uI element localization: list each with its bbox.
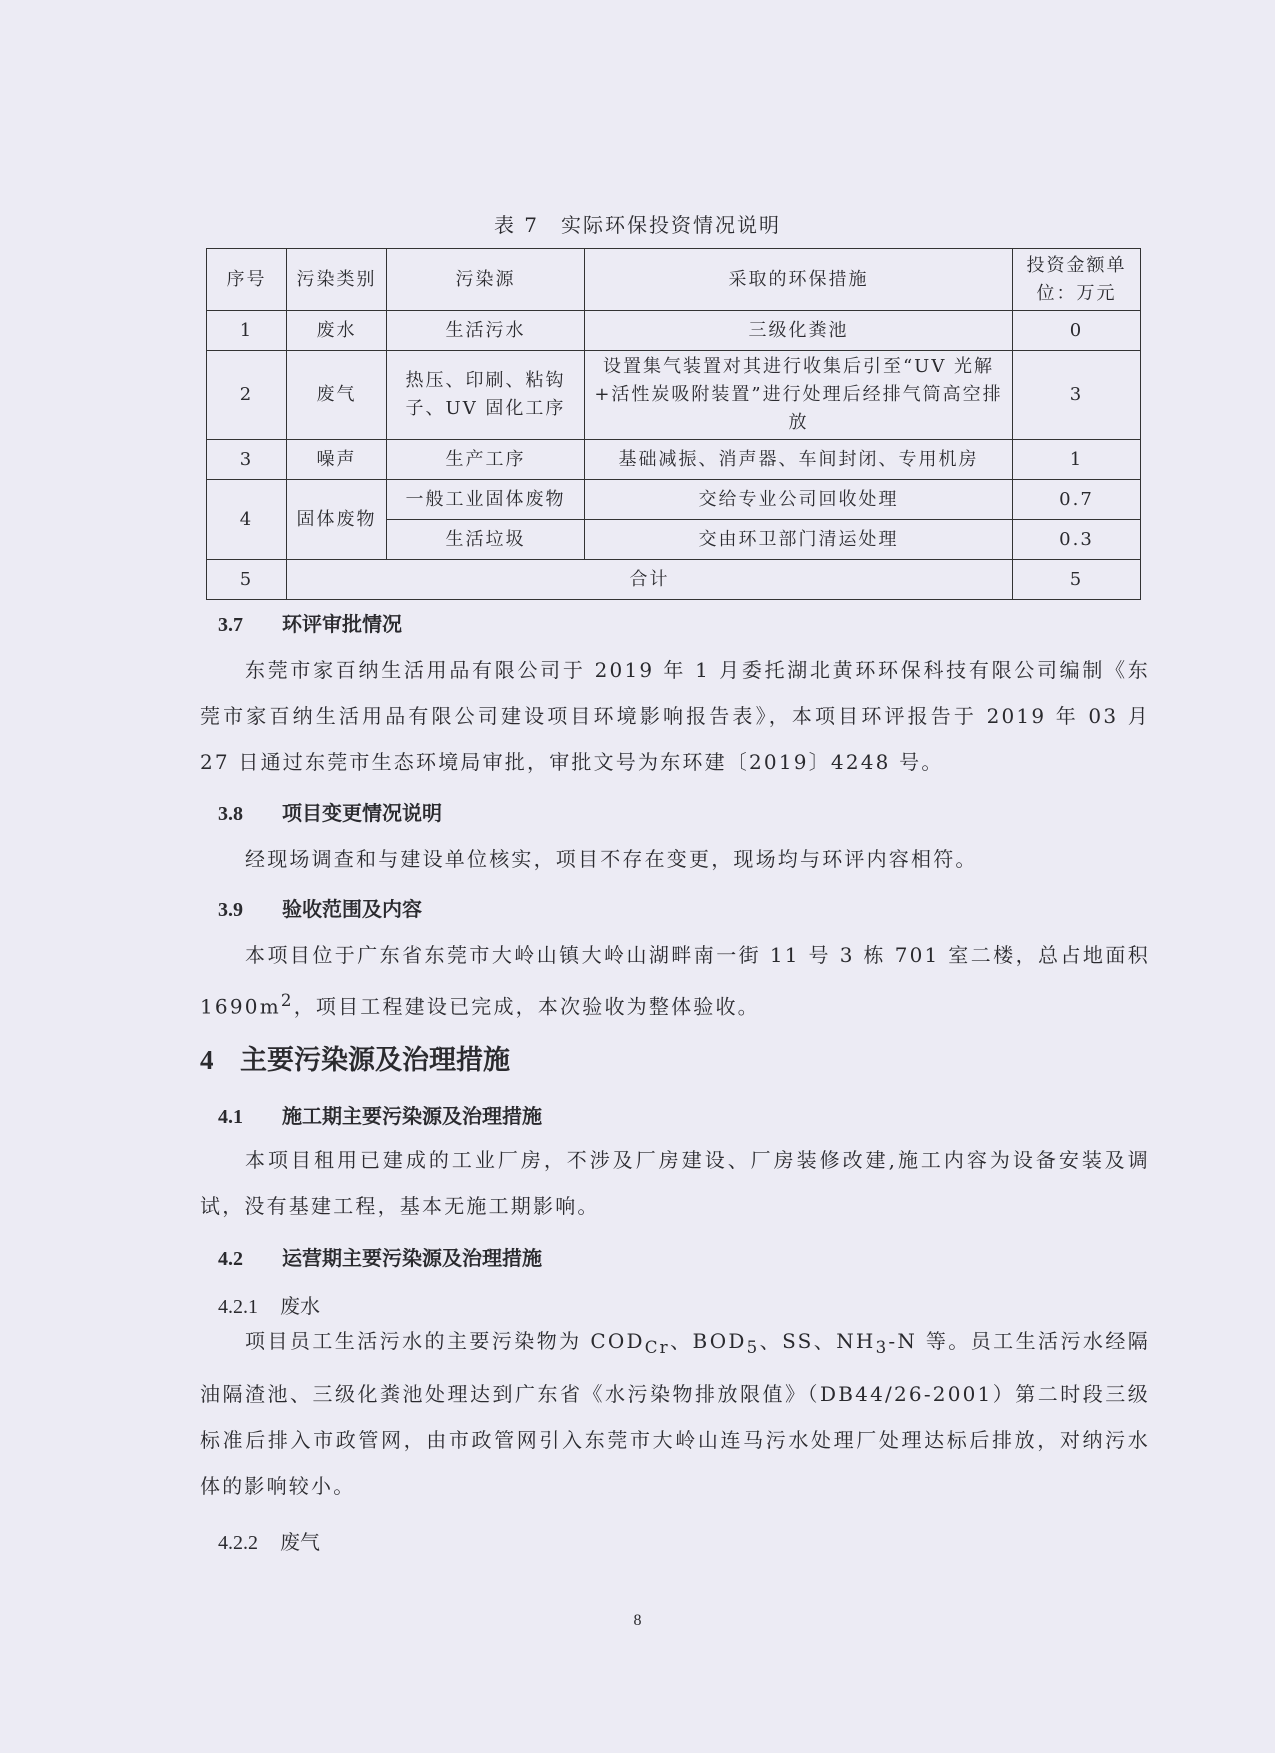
cell-type: 噪声: [287, 440, 387, 480]
section-heading-4-2: [218, 1242, 542, 1271]
table-header-row: [207, 249, 1141, 311]
chapter-number: 4: [200, 1045, 214, 1075]
cell-no: 3: [207, 440, 287, 480]
paragraph-text: ，项目工程建设已完成，本次验收为整体验收。: [293, 994, 760, 1019]
section-heading-3-8: [218, 797, 442, 826]
section-title: 施工期主要污染源及治理措施: [282, 1104, 542, 1128]
cell-amount: 0.7: [1013, 480, 1141, 520]
paragraph-3-7: 东莞市家百纳生活用品有限公司于 2019 年 1 月委托湖北黄环环保科技有限公司编制《东莞市家百纳生活用品有限公司建设项目环境影响报告表》，本项目环评报告于 2019 年 03 月 27 日通过东莞市生态环境局审批，审批文号为东环建〔2019〕4248 号。: [200, 658, 1150, 774]
cell-amount: 0.3: [1013, 520, 1141, 560]
cell-source: 生活垃圾: [387, 520, 585, 560]
cell-no: 2: [207, 351, 287, 440]
subscript: 5: [746, 1338, 760, 1357]
section-heading-3-9: [218, 893, 422, 922]
paragraph-4-2-1: [200, 1318, 1150, 1509]
cell-amount: 1: [1013, 440, 1141, 480]
section-title: 环评审批情况: [282, 612, 402, 636]
section-number: 3.9: [218, 899, 243, 921]
cell-measure: 交由环卫部门清运处理: [585, 520, 1013, 560]
subsection-heading-4-2-2: [218, 1526, 320, 1555]
subsection-number: 4.2.2: [218, 1532, 258, 1554]
paragraph-text: 本项目位于广东省东莞市大岭山镇大岭山湖畔南一街 11 号 3 栋 701 室二楼，总占地面积 1690m: [200, 943, 1150, 1019]
cell-measure: 设置集气装置对其进行收集后引至“UV 光解+活性炭吸附装置”进行处理后经排气筒高空排放: [585, 351, 1013, 440]
page-number: 8: [633, 1612, 642, 1629]
cell-amount: 0: [1013, 311, 1141, 351]
table-total-row: [207, 560, 1141, 600]
cell-measure: 交给专业公司回收处理: [585, 480, 1013, 520]
header-cell: 采取的环保措施: [585, 249, 1013, 311]
header-cell: 投资金额单位：万元: [1013, 249, 1141, 311]
cell-measure: 基础减振、消声器、车间封闭、专用机房: [585, 440, 1013, 480]
table-row: [207, 480, 1141, 520]
subsection-number: 4.2.1: [218, 1296, 258, 1318]
cell-no: 4: [207, 480, 287, 560]
section-heading-4-1: [218, 1100, 542, 1129]
superscript: 2: [280, 991, 294, 1010]
chapter-title: 主要污染源及治理措施: [240, 1045, 510, 1076]
section-title: 项目变更情况说明: [282, 801, 442, 825]
header-cell: 污染源: [387, 249, 585, 311]
paragraph-text: -N 等。员工生活污水经隔油隔渣池、三级化粪池处理达到广东省《水污染物排放限值》（DB44/26-2001）第二时段三级标准后排入市政管网，由市政管网引入东莞市大岭山连马污水处理厂处理达标后排放，对纳污水体的影响较小。: [200, 1329, 1150, 1498]
header-cell: 污染类别: [287, 249, 387, 311]
section-number: 4.2: [218, 1248, 243, 1270]
cell-type: 废气: [287, 351, 387, 440]
investment-table: [206, 248, 1141, 600]
cell-type: 固体废物: [287, 480, 387, 560]
cell-no: 5: [207, 560, 287, 600]
total-label: 合计: [287, 560, 1013, 600]
cell-source: 热压、印刷、粘钩子、UV 固化工序: [387, 351, 585, 440]
paragraph-text: 项目员工生活污水的主要污染物为 COD: [245, 1329, 645, 1353]
table-row: [207, 351, 1141, 440]
subsection-title: 废气: [280, 1530, 320, 1554]
table-caption: 表 7 实际环保投资情况说明: [493, 213, 782, 237]
cell-source: 生活污水: [387, 311, 585, 351]
subsection-title: 废水: [280, 1294, 320, 1318]
cell-source: 一般工业固体废物: [387, 480, 585, 520]
section-title: 运营期主要污染源及治理措施: [282, 1246, 542, 1270]
paragraph-text: 、BOD: [669, 1329, 747, 1353]
paragraph-text: 、SS、NH: [759, 1329, 876, 1353]
total-amount: 5: [1013, 560, 1141, 600]
paragraph-4-1: 本项目租用已建成的工业厂房，不涉及厂房建设、厂房装修改建,施工内容为设备安装及调试，没有基建工程，基本无施工期影响。: [200, 1148, 1150, 1218]
subscript: 3: [875, 1338, 889, 1357]
section-number: 3.7: [218, 614, 243, 636]
section-heading-3-7: [218, 608, 402, 637]
subscript: Cr: [644, 1338, 670, 1357]
section-number: 3.8: [218, 803, 243, 825]
header-cell: 序号: [207, 249, 287, 311]
cell-measure: 三级化粪池: [585, 311, 1013, 351]
paragraph-3-8: 经现场调查和与建设单位核实，项目不存在变更，现场均与环评内容相符。: [245, 847, 978, 871]
cell-no: 1: [207, 311, 287, 351]
section-title: 验收范围及内容: [282, 897, 422, 921]
cell-source: 生产工序: [387, 440, 585, 480]
cell-type: 废水: [287, 311, 387, 351]
table-row: [207, 440, 1141, 480]
table-row: [207, 311, 1141, 351]
cell-amount: 3: [1013, 351, 1141, 440]
chapter-heading-4: [200, 1038, 510, 1077]
subsection-heading-4-2-1: [218, 1290, 320, 1319]
section-number: 4.1: [218, 1106, 243, 1128]
paragraph-3-9: [200, 932, 1150, 1030]
